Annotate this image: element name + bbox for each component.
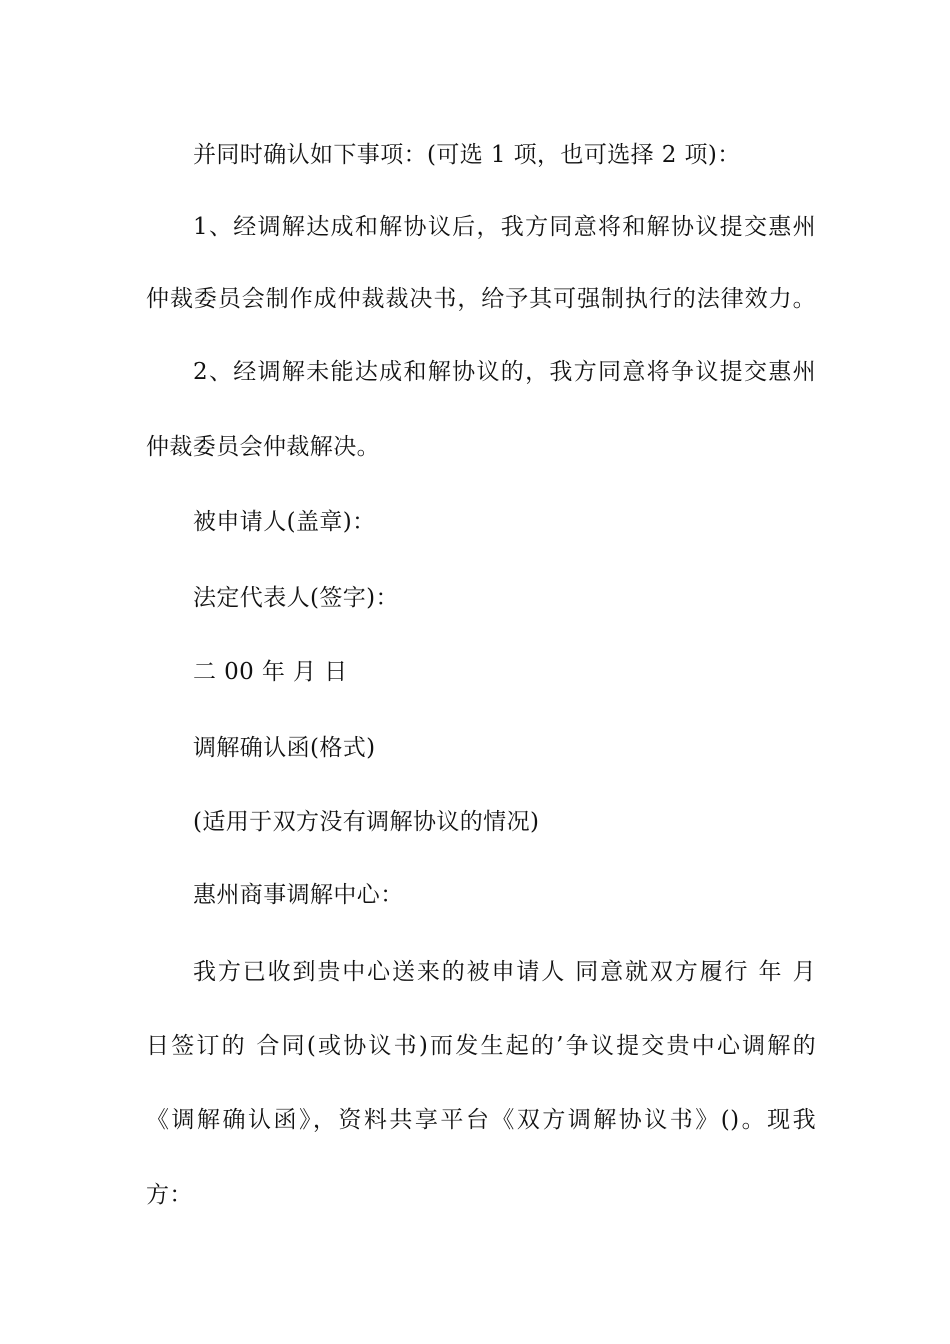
body-line-1: 我方已收到贵中心送来的被申请人 同意就双方履行 年 月 (193, 959, 816, 985)
section-title: 调解确认函(格式) (193, 735, 376, 761)
confirm-items-intro: 并同时确认如下事项：(可选 1 项，也可选择 2 项)： (193, 142, 741, 168)
date-line: 二 00 年 月 日 (193, 659, 348, 685)
legal-rep-signature-line: 法定代表人(签字)： (193, 585, 399, 611)
body-line-3: 《调解确认函》，资料共享平台《双方调解协议书》()。现我 (146, 1107, 816, 1133)
item-2-line-1: 2、经调解未能达成和解协议的，我方同意将争议提交惠州 (193, 359, 816, 385)
addressee-line: 惠州商事调解中心： (193, 882, 404, 908)
section-subtitle: (适用于双方没有调解协议的情况) (193, 809, 540, 835)
body-line-2: 日签订的 合同(或协议书)而发生起的’争议提交贵中心调解的 (146, 1033, 816, 1059)
respondent-seal-line: 被申请人(盖章)： (193, 509, 376, 535)
item-1-line-1: 1、经调解达成和解协议后，我方同意将和解协议提交惠州 (193, 214, 816, 240)
item-1-line-2: 仲裁委员会制作成仲裁裁决书，给予其可强制执行的法律效力。 (146, 286, 816, 312)
body-line-4: 方： (146, 1182, 193, 1208)
item-2-line-2: 仲裁委员会仲裁解决。 (146, 434, 380, 460)
